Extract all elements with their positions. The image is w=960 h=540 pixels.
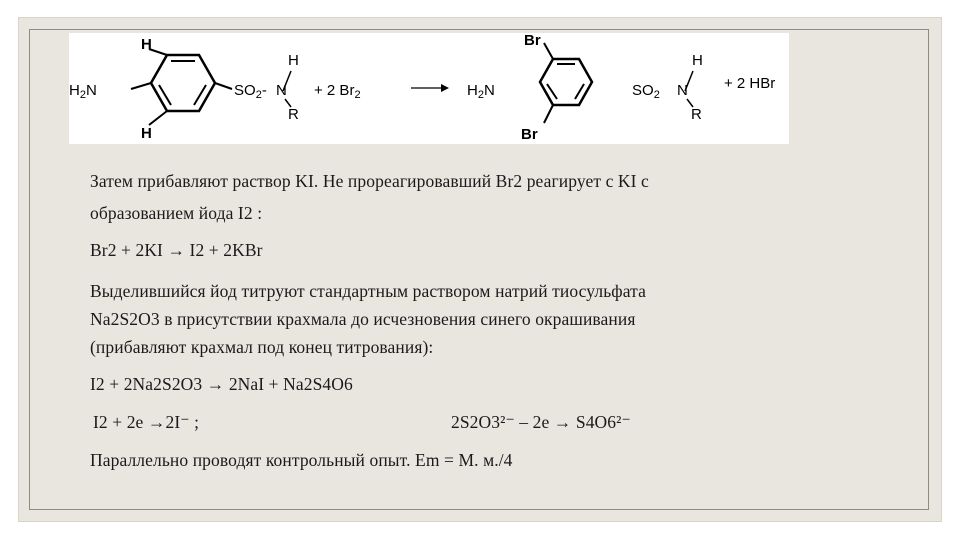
product-nh-n: N [677, 82, 688, 99]
half-reaction-iodine: I2 + 2e →2I⁻ ; [93, 412, 200, 432]
product-sulfonyl: $SO_2$ [632, 82, 660, 101]
reaction-scheme-image [69, 33, 789, 144]
product-amine-group: $H_2N$ [467, 82, 495, 101]
reaction-arrow [411, 84, 449, 92]
reactant-nh-h: H [288, 52, 299, 69]
product-nh-r: R [691, 106, 702, 123]
reactant-nh-n: N [276, 82, 287, 99]
paragraph-1-line-1: Затем прибавляют раствор KI. Не прореагировавший Br2 реагирует с KI с [90, 171, 649, 191]
reactant-top-h: H [141, 36, 152, 53]
paragraph-2-line-1: Выделившийся йод титруют стандартным раствором натрий тиосульфата [90, 281, 646, 301]
reactant-nh-r: R [288, 106, 299, 123]
reactant-sulfonyl: $SO_2-$ [234, 82, 267, 101]
paragraph-2-line-2: Na2S2O3 в присутствии крахмала до исчезновения синего окрашивания [90, 309, 636, 329]
product-benzene-ring [540, 43, 592, 123]
hbr-byproduct: + 2 HBr [724, 75, 776, 92]
bromine-reagent: + 2 $Br_2$ [314, 82, 361, 101]
product-top-br: Br [524, 33, 541, 49]
paragraph-2-line-3: (прибавляют крахмал под конец титрования): [90, 337, 434, 357]
reactant-benzene-ring [131, 49, 232, 125]
product-nh-h: H [692, 52, 703, 69]
equation-bromine-ki: Br2 + 2KI → I2 + 2KBr [90, 240, 263, 260]
paragraph-3-control-experiment: Параллельно проводят контрольный опыт. Em = M. м./4 [90, 450, 513, 470]
reactant-amine-group: $H_2N$ [69, 82, 97, 101]
paragraph-1-line-2: образованием йода I2 : [90, 203, 263, 223]
reactant-bottom-h: H [141, 125, 152, 142]
half-reaction-thiosulfate: 2S2O3²⁻ – 2e → S4O6²⁻ [451, 412, 631, 432]
product-bottom-br: Br [521, 126, 538, 143]
equation-iodine-thiosulfate: I2 + 2Na2S2O3 → 2NaI + Na2S4O6 [90, 374, 353, 394]
